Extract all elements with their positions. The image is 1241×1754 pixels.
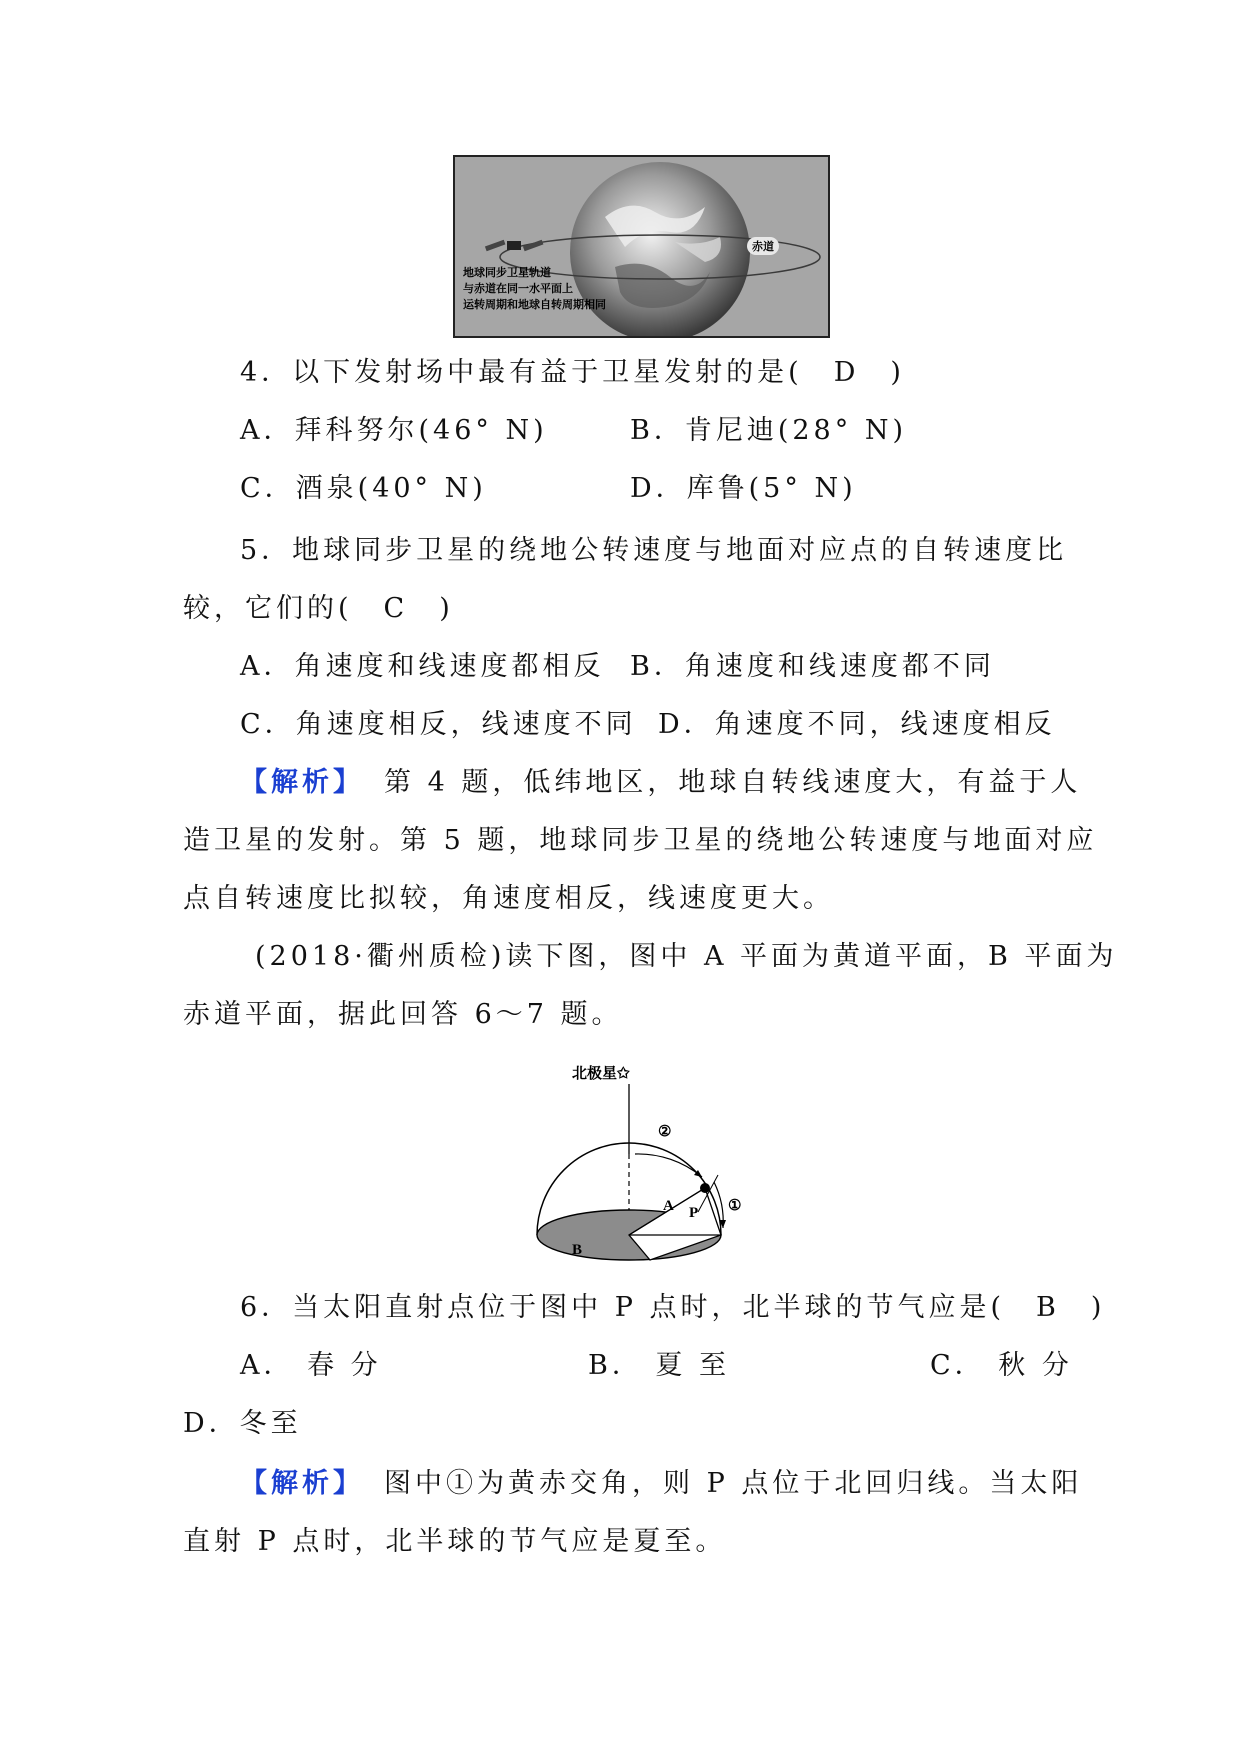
caption-line-2: 与赤道在同一水平面上: [463, 282, 573, 295]
label-1: ①: [728, 1198, 742, 1214]
intro-line-1: (2018·衢州质检)读下图，图中 A 平面为黄道平面，B 平面为: [255, 941, 1118, 972]
satellite-caption: [463, 265, 606, 313]
caption-line-3: 运转周期和地球自转周期相同: [463, 298, 606, 311]
q5-option-b: B．角速度和线速度都不同: [630, 651, 995, 682]
q4-option-d: D．库鲁(5° N): [630, 473, 857, 504]
analysis-tag: 【解析】: [240, 767, 364, 798]
label-a: A: [663, 1198, 674, 1214]
label-2: ②: [658, 1124, 672, 1140]
q6-option-c: C． 秋 分: [930, 1350, 1073, 1381]
analysis-1-line-2: 造卫星的发射。第 5 题，地球同步卫星的绕地公转速度与地面对应: [183, 825, 1098, 856]
ecliptic-diagram: [530, 1062, 760, 1277]
q6-stem: 6．当太阳直射点位于图中 P 点时，北半球的节气应是( B ): [240, 1292, 1106, 1323]
q5-option-d: D．角速度不同，线速度相反: [658, 709, 1056, 740]
q5-stem-line-2: 较，它们的( C ): [183, 593, 454, 624]
q4-option-a: A．拜科努尔(46° N): [240, 415, 548, 446]
q5-stem-line-1: 5．地球同步卫星的绕地公转速度与地面对应点的自转速度比: [240, 535, 1068, 566]
label-p: P: [689, 1205, 699, 1221]
analysis-1-text-1: 第 4 题，低纬地区，地球自转线速度大，有益于人: [384, 767, 1082, 798]
equator-label: 赤道: [747, 237, 779, 255]
intro-line-2: 赤道平面，据此回答 6～7 题。: [183, 999, 623, 1030]
analysis-2-line-2: 直射 P 点时，北半球的节气应是夏至。: [183, 1526, 727, 1557]
analysis-2-line-1: [240, 1466, 1082, 1502]
point-p-marker: [700, 1183, 710, 1193]
q4-option-b: B．肯尼迪(28° N): [630, 415, 907, 446]
q6-option-a: A． 春 分: [240, 1350, 382, 1381]
analysis-2-text-1: 图中①为黄赤交角，则 P 点位于北回归线。当太阳: [384, 1468, 1083, 1499]
q4-option-c: C．酒泉(40° N): [240, 473, 487, 504]
caption-line-1: 地球同步卫星轨道: [463, 266, 551, 279]
analysis-tag: 【解析】: [240, 1468, 364, 1499]
arc-2: [635, 1154, 702, 1177]
q5-option-c: C．角速度相反，线速度不同: [240, 709, 637, 740]
q6-option-d: D．冬至: [183, 1408, 302, 1439]
q4-stem: 4．以下发射场中最有益于卫星发射的是( D ): [240, 357, 905, 388]
label-b: B: [572, 1242, 583, 1258]
polaris-label: 北极星✩: [572, 1066, 630, 1082]
analysis-1-line-1: [240, 765, 1081, 801]
earth-satellite-photo: [453, 155, 830, 338]
q5-option-a: A．角速度和线速度都相反: [240, 651, 605, 682]
q6-option-b: B． 夏 至: [588, 1350, 731, 1381]
analysis-1-line-3: 点自转速度比拟较，角速度相反，线速度更大。: [183, 883, 834, 914]
